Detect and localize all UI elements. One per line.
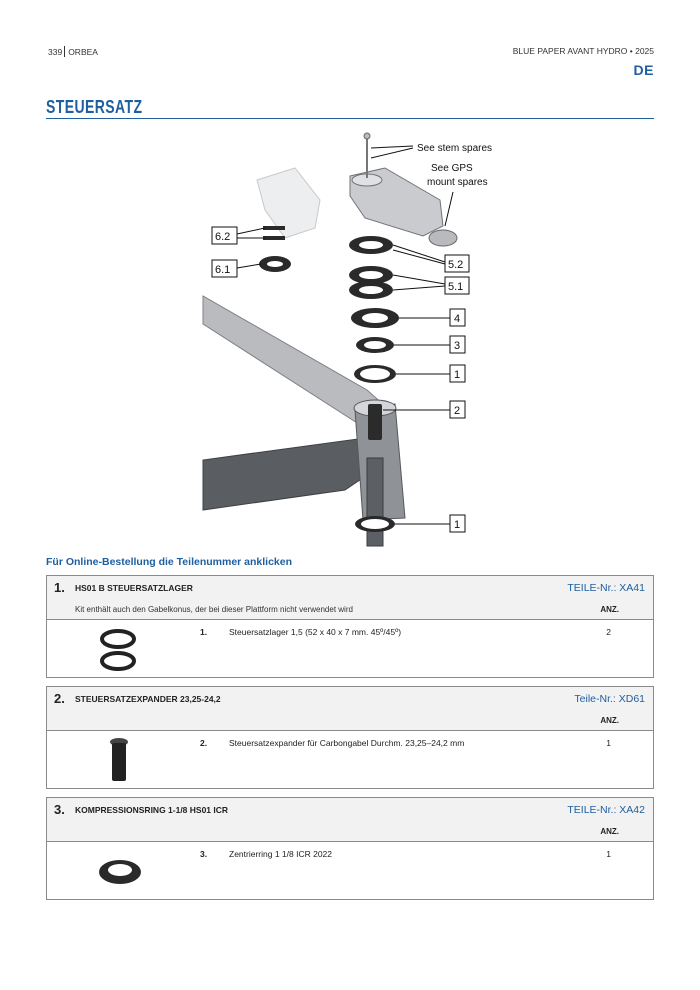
part-reference-link[interactable]: TEILE-Nr.: XA42 [567,804,645,816]
row-description: Steuersatzlager 1,5 (52 x 40 x 7 mm. 45º/45º) [229,627,402,637]
part-description: Kit enthält auch den Gabelkonus, der bei dieser Plattform nicht verwendet wird [75,605,353,614]
headset-exploded-diagram [195,128,505,548]
page-header-left [48,46,98,57]
label-4: 4 [454,313,461,325]
section-title-rule [46,118,654,119]
header-separator [64,46,65,57]
page-number: 339 [48,47,63,57]
part-name: KOMPRESSIONSRING 1-1/8 HS01 ICR [75,805,229,815]
part-reference-link[interactable]: TEILE-Nr.: XA41 [567,582,645,594]
document-title: BLUE PAPER AVANT HYDRO • 2025 [512,46,654,56]
part-header [47,576,653,620]
fork-steerer [367,458,383,546]
row-number: 1. [200,627,208,637]
label-5-2: 5.2 [448,259,464,271]
brand-name: ORBEA [68,47,98,57]
quantity-label: ANZ. [600,605,619,614]
row-quantity: 1 [606,849,611,859]
part-row [47,731,653,788]
row-number: 3. [200,849,208,859]
part-card-1 [46,575,654,678]
quantity-label: ANZ. [600,827,619,836]
part-card-3 [46,797,654,900]
quantity-label: ANZ. [600,716,619,725]
label-1-top: 1 [454,369,461,381]
callout-gps-line1: See GPS [431,163,473,174]
row-quantity: 2 [606,627,611,637]
callout-stem-spares: See stem spares [417,143,493,154]
part-number: 1. [54,580,65,595]
part-row [47,842,653,899]
gps-mount [429,230,457,246]
label-6-1: 6.1 [215,264,231,276]
online-order-note[interactable]: Für Online-Bestellung die Teilenummer anklicken [46,556,293,568]
part-card-2 [46,686,654,789]
part-header [47,687,653,731]
bearing-thumbnail [95,624,145,674]
section-title: STEUERSATZ [46,97,143,117]
part-name: HS01 B STEUERSATZLAGER [75,583,193,593]
label-2: 2 [454,405,461,417]
callout-gps-line2: mount spares [427,177,488,188]
compression-ring-thumbnail [95,846,145,896]
expander-thumbnail [95,735,145,785]
part-name: STEUERSATZEXPANDER 23,25-24,2 [75,694,221,704]
row-number: 2. [200,738,208,748]
label-1-bottom: 1 [454,519,461,531]
expander-part [368,404,382,440]
part-reference-link[interactable]: Teile-Nr.: XD61 [574,693,645,705]
language-code: DE [633,62,654,78]
stem-bolt-head [364,133,370,139]
part-number: 2. [54,691,65,706]
row-description: Zentrierring 1 1/8 ICR 2022 [229,849,332,859]
row-description: Steuersatzexpander für Carbongabel Durchm. 23,25–24,2 mm [229,738,465,748]
part-number: 3. [54,802,65,817]
part-row [47,620,653,677]
frame-down-tube [203,438,370,510]
row-quantity: 1 [606,738,611,748]
label-3: 3 [454,340,461,352]
part-header [47,798,653,842]
label-5-1: 5.1 [448,281,464,293]
label-6-2: 6.2 [215,231,231,243]
